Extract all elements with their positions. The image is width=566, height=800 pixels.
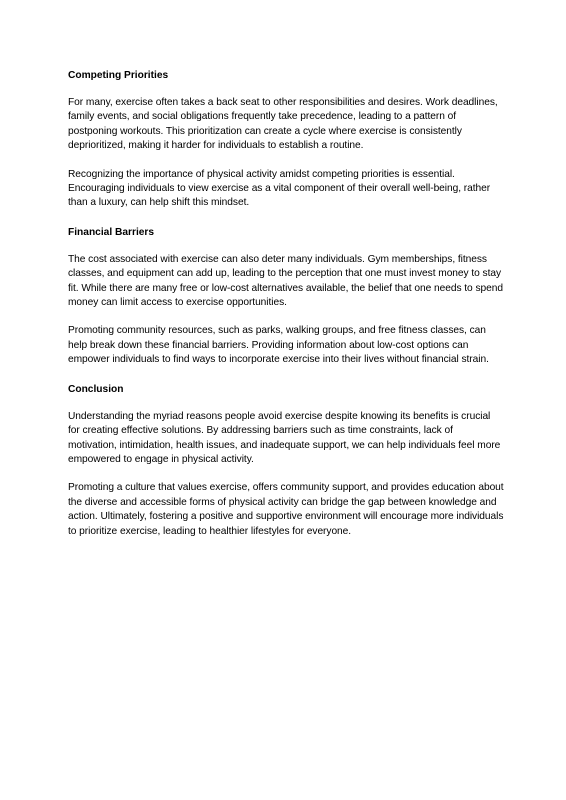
section-financial-barriers	[68, 226, 504, 368]
paragraph: Understanding the myriad reasons people avoid exercise despite knowing its benefits is crucial for creating effective solutions. By addressing barriers such as time constraints, lack of motivation, intimidation, health issues, and inadequate support, we can help individuals feel more empowered to engage in physical activity.	[68, 410, 501, 465]
paragraph: Promoting a culture that values exercise, offers community support, and provides education about the diverse and accessible forms of physical activity can bridge the gap between knowledge and action. Ultimately, fostering a positive and supportive environment will encourage more individuals to prioritize exercise, leading to healthier lifestyles for everyone.	[68, 482, 504, 537]
section-heading: Conclusion	[68, 383, 124, 395]
section-competing-priorities	[68, 69, 504, 211]
section-heading: Financial Barriers	[68, 226, 155, 238]
paragraph: For many, exercise often takes a back seat to other responsibilities and desires. Work deadlines, family events, and social obligations frequently take precedence, leading to a pattern of postponing workouts. This prioritization can create a cycle where exercise is consistently deprioritized, making it harder for individuals to establish a routine.	[68, 97, 498, 152]
document-page	[68, 69, 504, 553]
section-heading: Competing Priorities	[68, 70, 169, 81]
paragraph: The cost associated with exercise can also deter many individuals. Gym memberships, fitness classes, and equipment can add up, leading to the perception that one must invest money to stay fit. While there are many free or low-cost alternatives available, the belief that one needs to spend money can limit access to exercise opportunities.	[68, 253, 503, 309]
paragraph: Recognizing the importance of physical activity amidst competing priorities is essential. Encouraging individuals to view exercise as a vital component of their overall well-being, rather than a luxury, can help shift this mindset.	[68, 168, 491, 209]
section-conclusion	[68, 383, 504, 539]
paragraph: Promoting community resources, such as parks, walking groups, and free fitness classes, can help break down these financial barriers. Providing information about low-cost options can empower individuals to find ways to incorporate exercise into their lives without financial strain.	[68, 325, 489, 366]
